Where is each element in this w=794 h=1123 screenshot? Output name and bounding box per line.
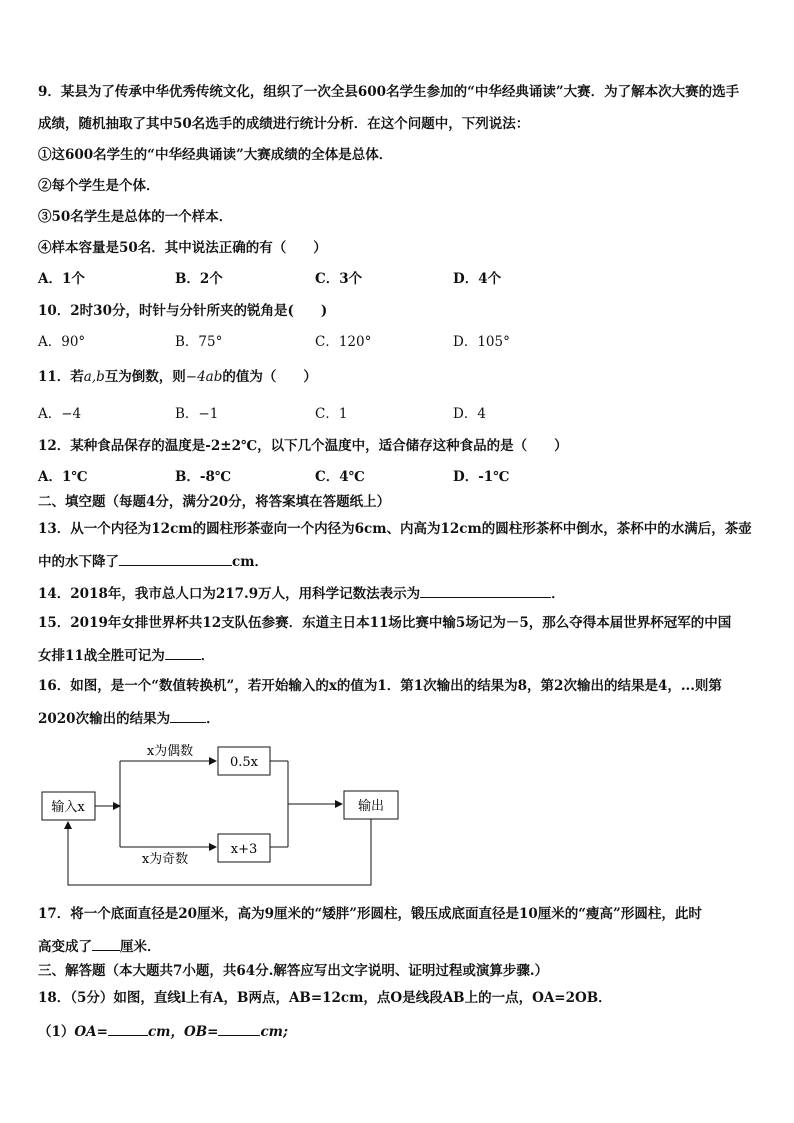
q17-line2 bbox=[38, 936, 161, 956]
q9-option-c: C．3个 bbox=[315, 271, 363, 287]
q18-ob-label: OB= bbox=[183, 1024, 219, 1040]
q16-end: ． bbox=[206, 711, 220, 727]
q14-stem bbox=[38, 583, 565, 603]
q10-option-a: A．90° bbox=[38, 334, 86, 350]
q13-answer-blank[interactable] bbox=[119, 551, 232, 566]
q17-line1: 17．将一个底面直径是20厘米，高为9厘米的“矮胖”形圆柱，锻压成底面直径是10厘米的“瘦高”形圆柱，此时 bbox=[38, 906, 702, 922]
q11-stem-part2: 互为倒数，则 bbox=[104, 369, 186, 385]
q11-stem bbox=[38, 368, 317, 386]
q15-end: ． bbox=[200, 648, 215, 664]
q12-option-d: D．-1℃ bbox=[453, 469, 510, 485]
q11-option-d: D．4 bbox=[453, 406, 486, 422]
q11-option-c: C．1 bbox=[315, 406, 348, 422]
q12-option-c: C．4℃ bbox=[315, 469, 365, 485]
q14-end: ． bbox=[551, 586, 565, 602]
q9-option-b: B．2个 bbox=[175, 271, 223, 287]
q16-line1: 16．如图，是一个“数值转换机”，若开始输入的x的值为1．第1次输出的结果为8，第2次输出的结果是4，...则第 bbox=[38, 678, 722, 694]
q18-part1 bbox=[38, 1021, 288, 1041]
q13-line1: 13．从一个内径为12cm的圆柱形茶壶向一个内径为6cm、内高为12cm的圆柱形茶杯中倒水，茶杯中的水满后，茶壶 bbox=[38, 521, 752, 537]
q16-answer-blank[interactable] bbox=[170, 708, 206, 723]
even-operation-label: 0.5x bbox=[229, 755, 259, 770]
q9-line2: 成绩，随机抽取了其中50名选手的成绩进行统计分析．在这个问题中，下列说法： bbox=[38, 116, 530, 132]
q9-option-d: D．4个 bbox=[453, 271, 502, 287]
q13-line2-text: 中的水下降了 bbox=[38, 554, 119, 570]
q18-oa-label: OA= bbox=[74, 1024, 108, 1040]
q18-ob-blank[interactable] bbox=[218, 1021, 260, 1036]
q9-statement-1: ①这600名学生的“中华经典诵读”大赛成绩的全体是总体． bbox=[38, 147, 393, 163]
q9-option-a: A．1个 bbox=[38, 271, 85, 287]
q9-statement-2: ②每个学生是个体． bbox=[38, 178, 160, 194]
output-label: 输出 bbox=[357, 799, 385, 814]
q18-oa-unit: cm， bbox=[147, 1024, 184, 1040]
section-3-heading: 三、解答题（本大题共7小题，共64分.解答应写出文字说明、证明过程或演算步骤.） bbox=[38, 963, 549, 979]
q16-line2-text: 2020次输出的结果为 bbox=[38, 711, 171, 727]
q10-stem: 10．2时30分，时针与分针所夹的锐角是( ) bbox=[38, 303, 328, 319]
q14-answer-blank[interactable] bbox=[420, 583, 551, 598]
q13-line2 bbox=[38, 551, 268, 571]
q17-unit: 厘米． bbox=[120, 939, 161, 955]
q11-expression: −4ab bbox=[185, 369, 223, 385]
q17-line2-text: 高变成了 bbox=[38, 939, 92, 955]
q15-line2 bbox=[38, 645, 214, 665]
q11-stem-part1: 11．若 bbox=[38, 369, 84, 385]
q9-line1: 9．某县为了传承中华优秀传统文化，组织了一次全县600名学生参加的“中华经典诵读”大赛．为了解本次大赛的选手 bbox=[38, 84, 740, 100]
q12-option-b: B．-8℃ bbox=[175, 469, 232, 485]
q15-line1: 15．2019年女排世界杯共12支队伍参赛．东道主日本11场比赛中输5场记为－5，那么夺得本届世界杯冠军的中国 bbox=[38, 615, 732, 631]
q11-stem-part3: 的值为（ ） bbox=[222, 369, 317, 385]
q18-ob-unit: cm; bbox=[260, 1024, 288, 1040]
q12-stem: 12．某种食品保存的温度是-2±2℃，以下几个温度中，适合储存这种食品的是（ ） bbox=[38, 438, 568, 454]
q13-unit: cm． bbox=[232, 554, 269, 570]
q18-part1-number: （1） bbox=[38, 1024, 75, 1040]
q15-answer-blank[interactable] bbox=[165, 645, 201, 660]
section-2-heading: 二、填空题（每题4分，满分20分，将答案填在答题纸上） bbox=[38, 494, 391, 510]
input-label: 输入x bbox=[51, 800, 85, 815]
q18-oa-blank[interactable] bbox=[108, 1021, 148, 1036]
q14-text: 14．2018年，我市总人口为217.9万人，用科学记数法表示为 bbox=[38, 586, 421, 602]
odd-operation-label: x+3 bbox=[230, 842, 258, 857]
q11-option-b: B．−1 bbox=[175, 406, 219, 422]
q17-answer-blank[interactable] bbox=[92, 936, 120, 951]
q12-option-a: A．1℃ bbox=[38, 469, 88, 485]
q18-stem: 18．（5分）如图，直线l上有A，B两点，AB=12cm，点O是线段AB上的一点，OA=2OB． bbox=[38, 990, 612, 1006]
number-converter-flowchart bbox=[0, 735, 794, 895]
q9-statement-3: ③50名学生是总体的一个样本． bbox=[38, 209, 233, 225]
q10-option-d: D．105° bbox=[453, 334, 510, 350]
odd-condition-label: x为奇数 bbox=[141, 852, 189, 867]
q9-statement-4: ④样本容量是50名．其中说法正确的有（ ） bbox=[38, 240, 327, 256]
q10-option-b: B．75° bbox=[175, 334, 223, 350]
even-condition-label: x为偶数 bbox=[146, 744, 194, 759]
q16-line2 bbox=[38, 708, 220, 728]
q10-option-c: C．120° bbox=[315, 334, 372, 350]
q11-option-a: A．−4 bbox=[38, 406, 82, 422]
q15-line2-text: 女排11战全胜可记为 bbox=[38, 648, 165, 664]
q11-variables: a,b bbox=[83, 369, 105, 385]
